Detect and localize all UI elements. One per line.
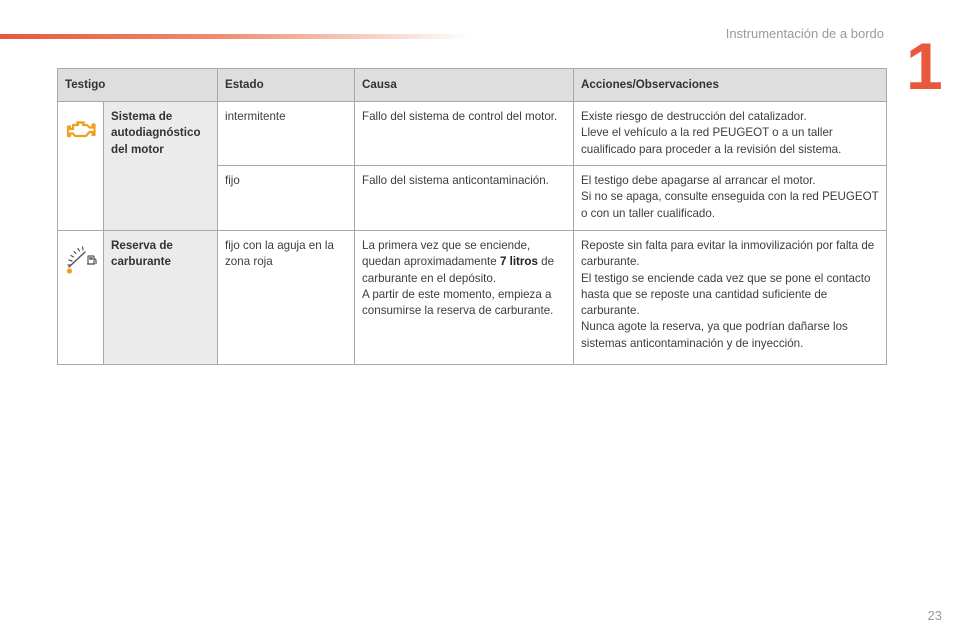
warning-icon-cell (58, 102, 104, 231)
causa-cell: Fallo del sistema de control del motor. (355, 102, 574, 166)
table-row (58, 231, 887, 365)
acciones-cell (574, 102, 887, 166)
column-header-estado: Estado (218, 69, 355, 102)
accion-line: Lleve el vehículo a la red PEUGEOT o a un taller cualificado para proceder a la revisión del sistema. (581, 126, 842, 156)
column-header-acciones: Acciones/Observaciones (574, 69, 887, 102)
estado-cell: fijo (218, 166, 355, 231)
warning-name: Sistema de autodiagnóstico del motor (104, 102, 218, 231)
table-header-row (58, 69, 887, 102)
accion-line: Reposte sin falta para evitar la inmovilización por falta de carburante. (581, 239, 875, 269)
causa-bold-value: 7 litros (499, 255, 538, 269)
column-header-causa: Causa (355, 69, 574, 102)
causa-cell: Fallo del sistema anticontaminación. (355, 166, 574, 231)
causa-text: La primera vez que se enciende, quedan aproximadamente (362, 239, 531, 269)
causa-cell (355, 231, 574, 365)
acciones-cell (574, 231, 887, 365)
warning-icon-cell (58, 231, 104, 365)
engine-check-icon (66, 118, 96, 140)
chapter-number: 1 (906, 29, 943, 103)
accion-line: El testigo se enciende cada vez que se pone el contacto hasta que se reposte una cantidad suficiente de carburante. (581, 271, 871, 318)
page-number: 23 (927, 608, 942, 623)
accion-line: Nunca agote la reserva, ya que podrían dañarse los sistemas anticontaminación y de inyección. (581, 320, 848, 350)
estado-cell: fijo con la aguja en la zona roja (218, 231, 355, 365)
warning-name: Reserva de carburante (104, 231, 218, 365)
estado-cell: intermitente (218, 102, 355, 166)
causa-line (362, 238, 567, 287)
accion-line: Existe riesgo de destrucción del catalizador. (581, 110, 807, 123)
accion-line: Si no se apaga, consulte enseguida con la red PEUGEOT o con un taller cualificado. (581, 190, 879, 220)
header-accent-bar (0, 34, 470, 39)
causa-line: A partir de este momento, empieza a consumirse la reserva de carburante. (362, 287, 554, 318)
fuel-gauge-icon (64, 241, 98, 275)
column-header-testigo: Testigo (58, 69, 218, 102)
section-title: Instrumentación de a bordo (725, 26, 884, 41)
table-row (58, 102, 887, 166)
accion-line: El testigo debe apagarse al arrancar el motor. (581, 174, 816, 187)
acciones-cell (574, 166, 887, 231)
warning-lights-table (57, 68, 887, 365)
causa-text: de carburante en el depósito. (362, 255, 555, 285)
